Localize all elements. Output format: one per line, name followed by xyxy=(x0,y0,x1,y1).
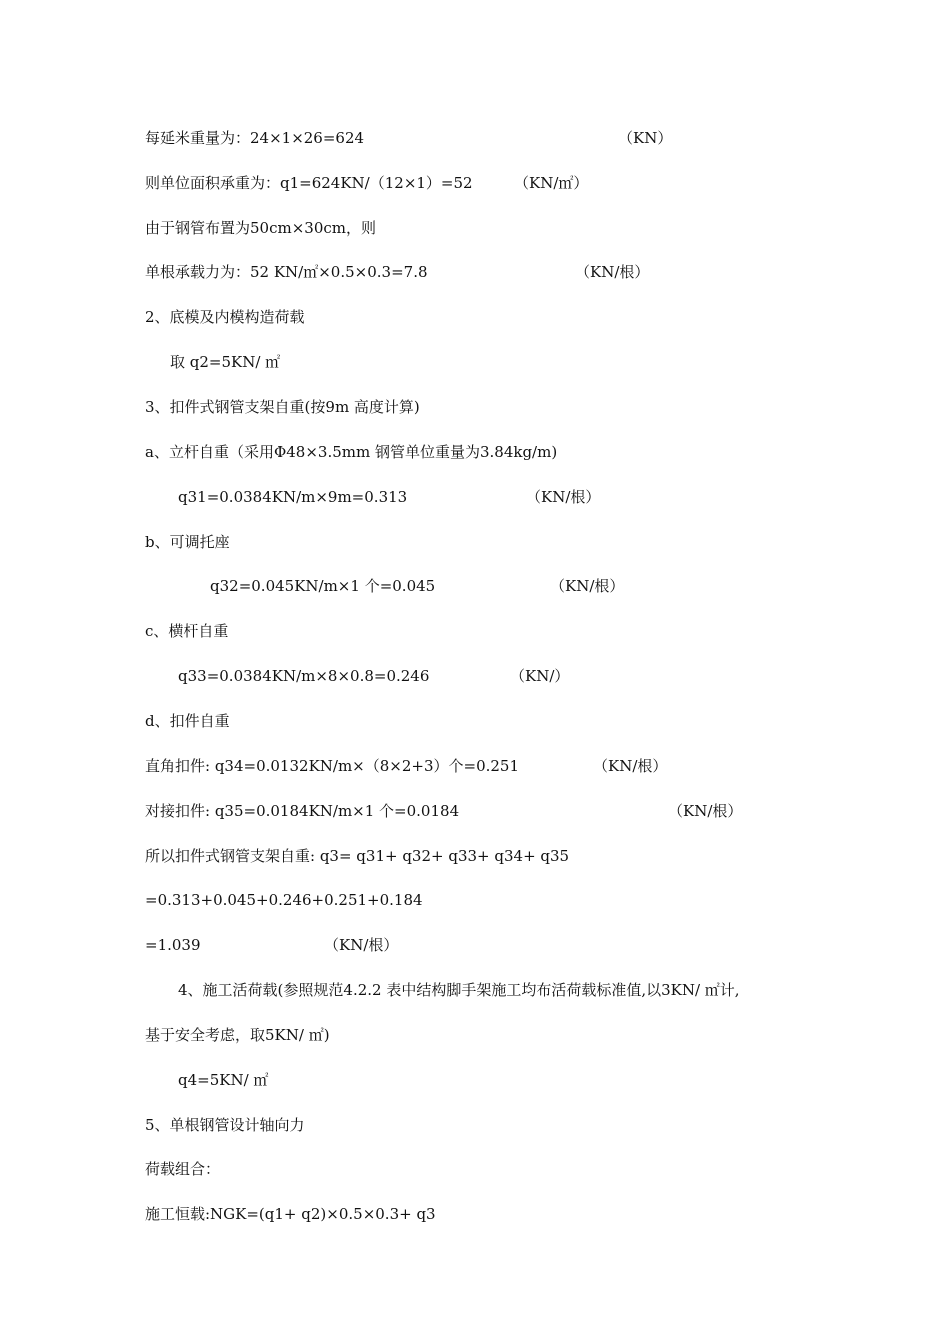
subheading-coupler-weight: d、扣件自重 xyxy=(145,712,230,730)
subheading-pole-weight: a、立杆自重（采用Φ48×3.5mm 钢管单位重量为3.84kg/m) xyxy=(145,443,558,461)
text-line-q4: q4=5KN/ ㎡ xyxy=(178,1071,269,1089)
unit-label: （KN/根） xyxy=(668,802,743,820)
text-line-q3-sum: =0.313+0.045+0.246+0.251+0.184 xyxy=(145,891,423,909)
text-line-load-combination: 荷载组合： xyxy=(145,1160,221,1178)
unit-label: （KN/㎡） xyxy=(514,174,589,192)
text-line-q3-formula: 所以扣件式钢管支架自重: q3= q31+ q32+ q33+ q34+ q35 xyxy=(145,847,570,865)
text-line-q33: q33=0.0384KN/m×8×0.8=0.246 xyxy=(178,667,430,685)
unit-label: （KN/根） xyxy=(550,577,625,595)
text-line-q31: q31=0.0384KN/m×9m=0.313 xyxy=(178,488,408,506)
text-line-unit-area-load: 则单位面积承重为：q1=624KN/（12×1）=52 xyxy=(145,174,473,192)
text-line-q35: 对接扣件: q35=0.0184KN/m×1 个=0.0184 xyxy=(145,802,460,820)
text-line-q32: q32=0.045KN/m×1 个=0.045 xyxy=(210,577,436,595)
text-line-ngk: 施工恒载:NGK=(q1+ q2)×0.5×0.3+ q3 xyxy=(145,1205,436,1223)
text-line-q3-result: =1.039 xyxy=(145,936,201,954)
unit-label: （KN/根） xyxy=(593,757,668,775)
heading-bottom-form-load: 2、底模及内模构造荷载 xyxy=(145,308,305,326)
heading-axial-force: 5、单根钢管设计轴向力 xyxy=(145,1116,305,1134)
text-line-pipe-layout: 由于钢管布置为50cm×30cm，则 xyxy=(145,219,376,237)
unit-label: （KN/根） xyxy=(526,488,601,506)
subheading-adjustable-support: b、可调托座 xyxy=(145,533,230,551)
heading-scaffold-self-weight: 3、扣件式钢管支架自重(按9m 高度计算) xyxy=(145,398,420,416)
heading-construction-live-load: 4、施工活荷载(参照规范4.2.2 表中结构脚手架施工均布活荷载标准值,以3KN/ ㎡计, xyxy=(178,981,740,999)
subheading-crossbar-weight: c、横杆自重 xyxy=(145,622,229,640)
text-line-single-capacity: 单根承载力为：52 KN/㎡×0.5×0.3=7.8 xyxy=(145,263,428,281)
text-line-weight-per-meter: 每延米重量为：24×1×26=624 xyxy=(145,129,365,147)
unit-label: （KN/根） xyxy=(324,936,399,954)
unit-label: （KN） xyxy=(618,129,673,147)
unit-label: （KN/） xyxy=(510,667,570,685)
text-line-q34: 直角扣件: q34=0.0132KN/m×（8×2+3）个=0.251 xyxy=(145,757,520,775)
unit-label: （KN/根） xyxy=(575,263,650,281)
text-line-safety-note: 基于安全考虑，取5KN/ ㎡) xyxy=(145,1026,330,1044)
text-line-q2: 取 q2=5KN/ ㎡ xyxy=(170,353,281,371)
